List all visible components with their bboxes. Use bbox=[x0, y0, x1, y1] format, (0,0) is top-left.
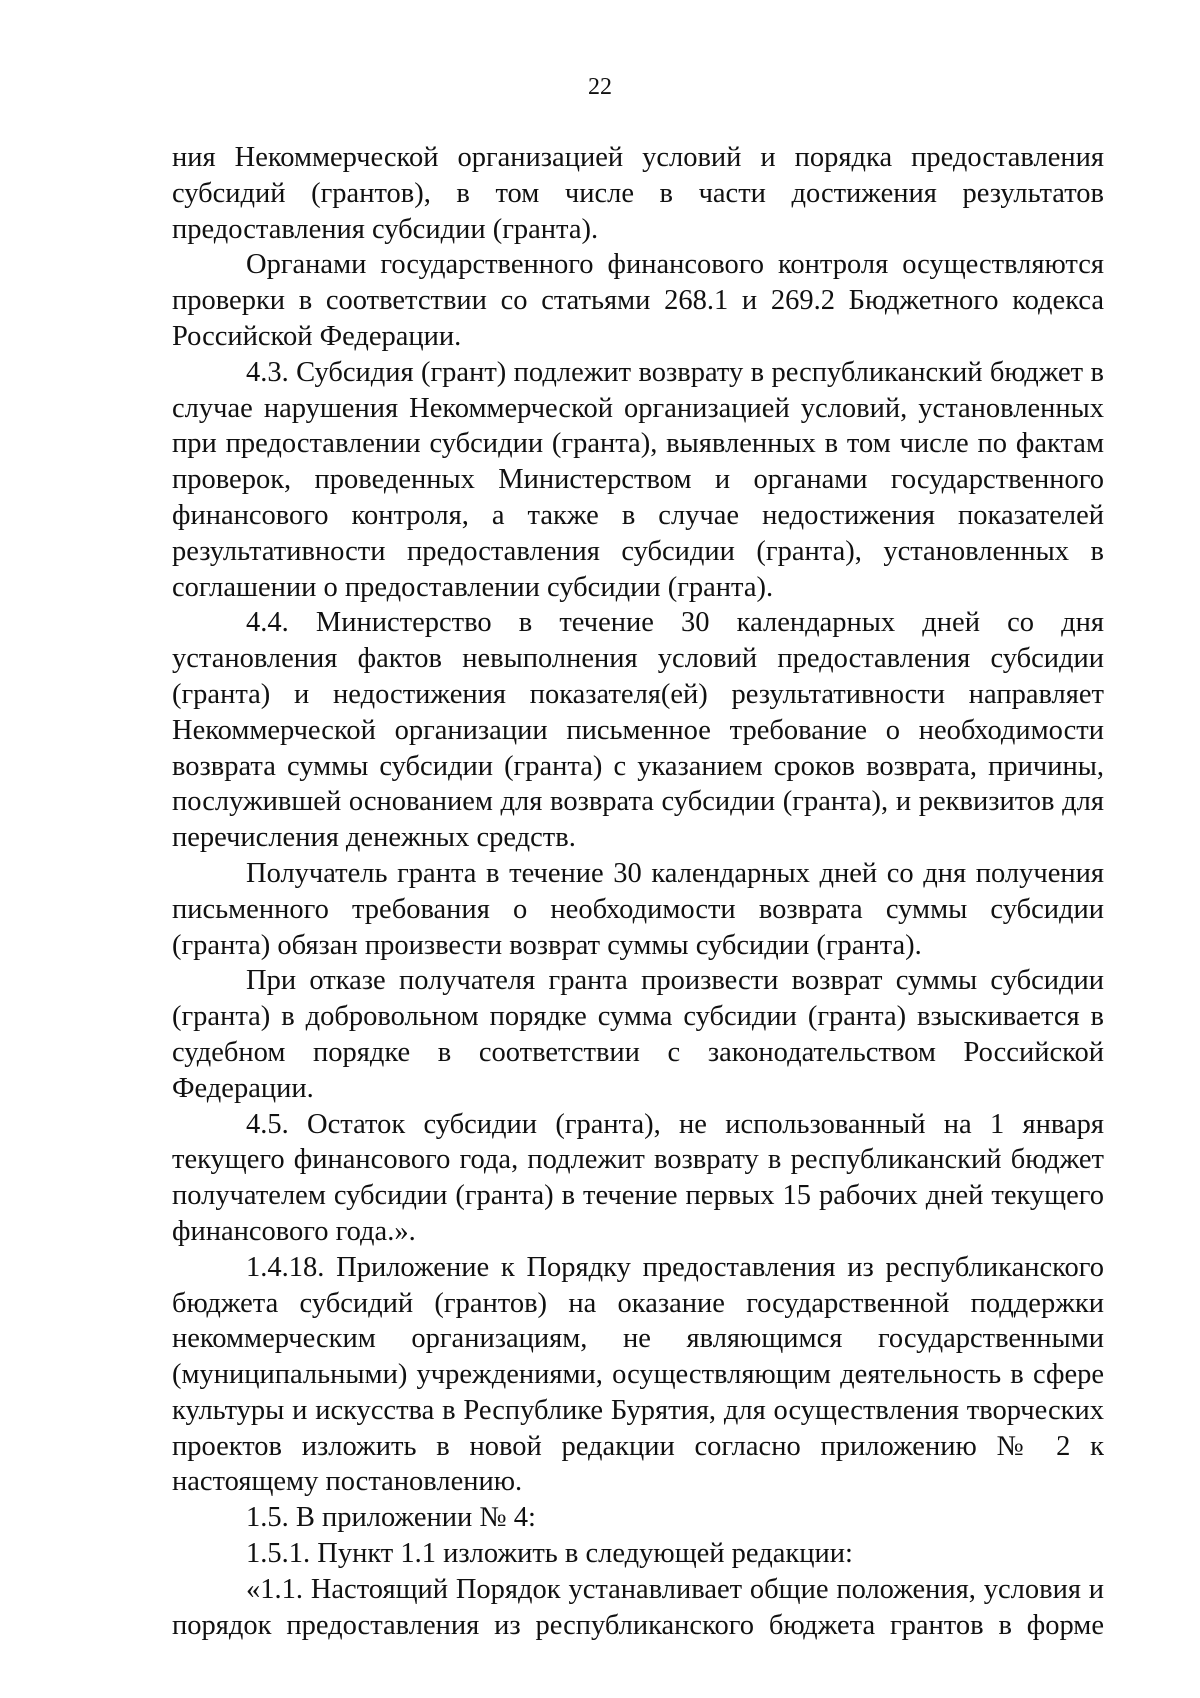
paragraph: ния Некоммерческой организацией условий и порядка предоставления субсидий (грантов), в том числе в части достижения результатов предоставления субсидии (гранта). bbox=[172, 142, 1104, 245]
paragraph: 1.4.18. Приложение к Порядку предоставления из республиканского бюджета субсидий (грантов) на оказание государственной поддержки некоммерческим организациям, не являющимся государственными (муниципальными) учреждениями, осуществляющим деятельность в сфере культуры и искусства в Республике Бурятия, для осуществления творческих проектов изложить в новой редакции согласно приложению № 2 к настоящему постановлению. bbox=[172, 1251, 1104, 1498]
paragraph: Органами государственного финансового контроля осуществляются проверки в соответствии со статьями 268.1 и 269.2 Бюджетного кодекса Российской Федерации. bbox=[172, 249, 1104, 352]
paragraph: 1.5. В приложении № 4: bbox=[246, 1502, 536, 1534]
page-number: 22 bbox=[588, 74, 612, 100]
paragraph: При отказе получателя гранта произвести возврат суммы субсидии (гранта) в добровольном порядке сумма субсидии (гранта) взыскивается в судебном порядке в соответствии с законодательством Российской Федерации. bbox=[172, 965, 1104, 1104]
paragraph: 4.4. Министерство в течение 30 календарных дней со дня установления фактов невыполнения условий предоставления субсидии (гранта) и недостижения показателя(ей) результативности направляет Некоммерческой организации письменное требование о необходимости возврата суммы субсидии (гранта) с указанием сроков возврата, причины, послужившей основанием для возврата субсидии (гранта), и реквизитов для перечисления денежных средств. bbox=[172, 607, 1104, 854]
paragraph: «1.1. Настоящий Порядок устанавливает общие положения, условия и порядок предоставления из республиканского бюджета грантов в форме bbox=[172, 1573, 1104, 1641]
paragraph: 4.3. Субсидия (грант) подлежит возврату в республиканский бюджет в случае нарушения Некоммерческой организацией условий, установленных при предоставлении субсидии (гранта), выявленных в том числе по фактам проверок, проведенных Министерством и органами государственного финансового контроля, а также в случае недостижения показателей результативности предоставления субсидии (гранта), установленных в соглашении о предоставлении субсидии (гранта). bbox=[172, 356, 1104, 603]
paragraph: Получатель гранта в течение 30 календарных дней со дня получения письменного требования о необходимости возврата суммы субсидии (гранта) обязан произвести возврат суммы субсидии (гранта). bbox=[172, 857, 1104, 961]
document-body bbox=[172, 140, 1104, 1643]
paragraph: 4.5. Остаток субсидии (гранта), не использованный на 1 января текущего финансового года, подлежит возврату в республиканский бюджет получателем субсидии (гранта) в течение первых 15 рабочих дней текущего финансового года.». bbox=[172, 1108, 1104, 1247]
paragraph: 1.5.1. Пункт 1.1 изложить в следующей редакции: bbox=[246, 1538, 853, 1570]
